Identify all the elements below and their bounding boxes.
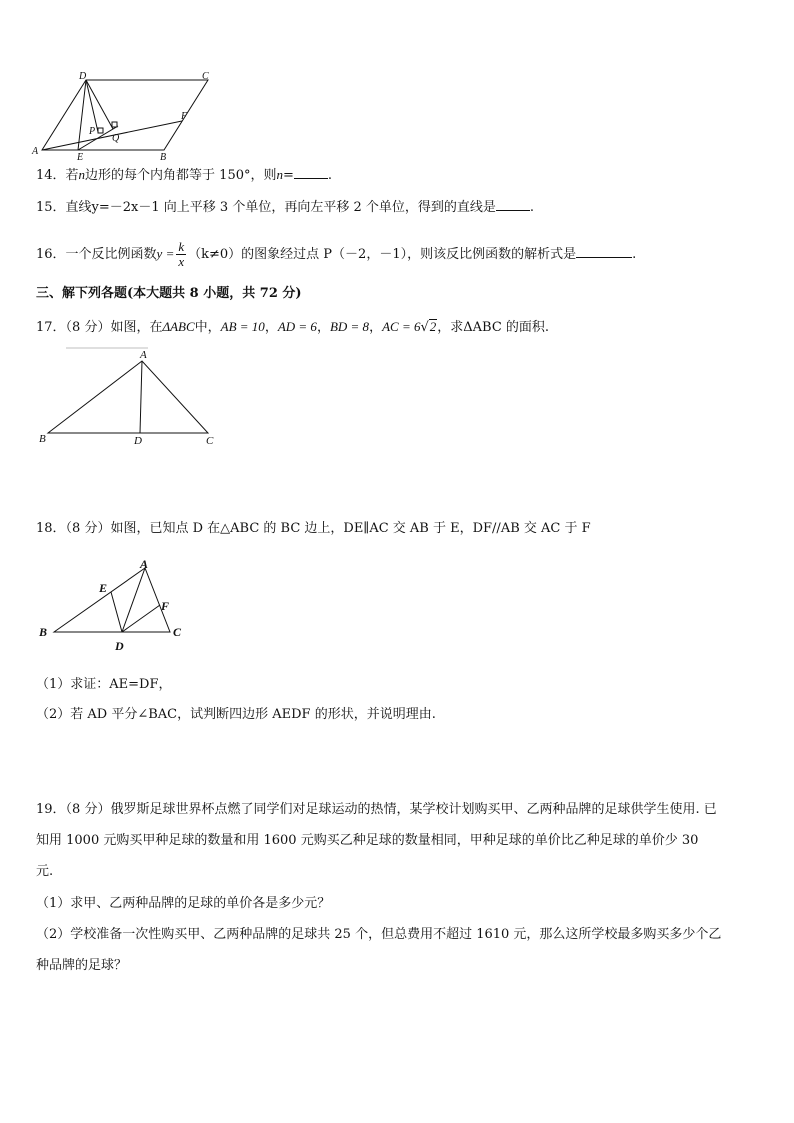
q14-end: . (327, 168, 333, 183)
q18-part-2: （2）若 AD 平分∠BAC，试判断四边形 AEDF 的形状，并说明理由. (36, 707, 436, 722)
q14-prefix: 14．若 (36, 168, 79, 183)
q19-part-2b: 种品牌的足球？ (36, 958, 128, 973)
q17-suffix: ，求ΔABC 的面积. (437, 320, 550, 335)
figure-triangle-q17 (36, 345, 221, 449)
label-p: P (89, 126, 96, 137)
label-f: F (181, 111, 188, 122)
q16-end: . (632, 247, 637, 262)
segment-de (111, 592, 122, 632)
segment-ad (122, 568, 145, 632)
q15-text: 15．直线y=－2x－1 向上平移 3 个单位，再向左平移 2 个单位，得到的直线是 (36, 200, 496, 215)
label-a: A (140, 349, 147, 361)
q17-ad: AD = 6 (277, 319, 317, 334)
triangle-abc (54, 568, 170, 632)
q17-ab: AB = 10 (220, 319, 265, 334)
q18-part-1: （1）求证：AE=DF， (36, 677, 172, 692)
q16-numerator: k (178, 239, 185, 254)
label-c: C (202, 71, 209, 82)
triangle-abc (48, 361, 208, 433)
question-16 (36, 236, 636, 273)
q17-triangle: ΔABC (162, 319, 195, 334)
segment-dq (86, 80, 113, 129)
label-q: Q (112, 133, 120, 144)
q14-mid: 边形的每个内角都等于 150°，则 (85, 168, 277, 183)
label-d: D (115, 639, 124, 653)
label-d: D (79, 71, 87, 82)
segment-ad (140, 361, 142, 433)
label-a: A (32, 146, 39, 157)
label-c: C (173, 625, 182, 639)
q16-middle: （k≠0）的图象经过点 P（－2，－1），则该反比例函数的解析式是 (188, 247, 577, 262)
q14-var-n: n (78, 167, 86, 182)
label-f: F (161, 599, 170, 613)
q19-line-1: 19．（8 分）俄罗斯足球世界杯点燃了同学们对足球运动的热情，某学校计划购买甲、乙两种品牌的足球供学生使用. 已 (36, 802, 717, 817)
q17-prefix: 17．（8 分）如图，在 (36, 320, 163, 335)
q17-ac-radicand: 2 (429, 319, 437, 334)
label-d: D (134, 435, 142, 447)
segment-df (122, 605, 160, 632)
label-b: B (160, 152, 167, 162)
label-b: B (39, 625, 48, 639)
q15-end: . (529, 200, 534, 215)
figure-parallelogram (30, 70, 220, 162)
q17-zhong: 中， (194, 320, 221, 335)
q17-bd: BD = 8 (329, 319, 370, 334)
q16-answer-blank[interactable] (576, 245, 632, 258)
right-angle-mark-q (112, 122, 117, 127)
q15-answer-blank[interactable] (496, 198, 530, 211)
label-e: E (99, 581, 108, 595)
q14-eq: = (283, 168, 294, 183)
label-e: E (77, 152, 84, 162)
question-18: 18．（8 分）如图，已知点 D 在△ABC 的 BC 边上，DE∥AC 交 AB 于 E，DF//AB 交 AC 于 F (36, 521, 591, 536)
q19-line-2: 知用 1000 元购买甲种足球的数量和用 1600 元购买乙种足球的数量相同，甲种足球的单价比乙种足球的单价少 30 (36, 833, 699, 848)
section-3-heading: 三、解下列各题(本大题共 8 小题，共 72 分) (36, 286, 302, 301)
q17-ac: AC = 6 (382, 319, 421, 334)
figure-triangle-q18 (36, 556, 196, 656)
q19-part-1: （1）求甲、乙两种品牌的足球的单价各是多少元？ (36, 896, 331, 911)
segment-dp (86, 80, 98, 132)
right-angle-mark-p (98, 128, 103, 133)
q19-part-2a: （2）学校准备一次性购买甲、乙两种品牌的足球共 25 个，但总费用不超过 1610 元，那么这所学校最多购买多少个乙 (36, 927, 722, 942)
question-17: 17．（8 分）如图，在ΔABC中，AB = 10，AD = 6，BD = 8，AC = 6√2，求ΔABC 的面积. (36, 319, 550, 335)
q16-denominator: x (178, 254, 185, 269)
label-b: B (39, 433, 46, 445)
label-a: A (140, 557, 149, 571)
q16-fraction (176, 240, 186, 269)
question-14 (36, 166, 332, 185)
q16-prefix: 16．一个反比例函数 (36, 247, 157, 262)
question-15 (36, 198, 534, 217)
q16-lhs: y = (156, 246, 175, 261)
q14-var-n2: n (276, 167, 283, 182)
q14-answer-blank[interactable] (294, 166, 328, 179)
label-c: C (206, 435, 214, 447)
q19-line-3: 元. (36, 864, 54, 879)
